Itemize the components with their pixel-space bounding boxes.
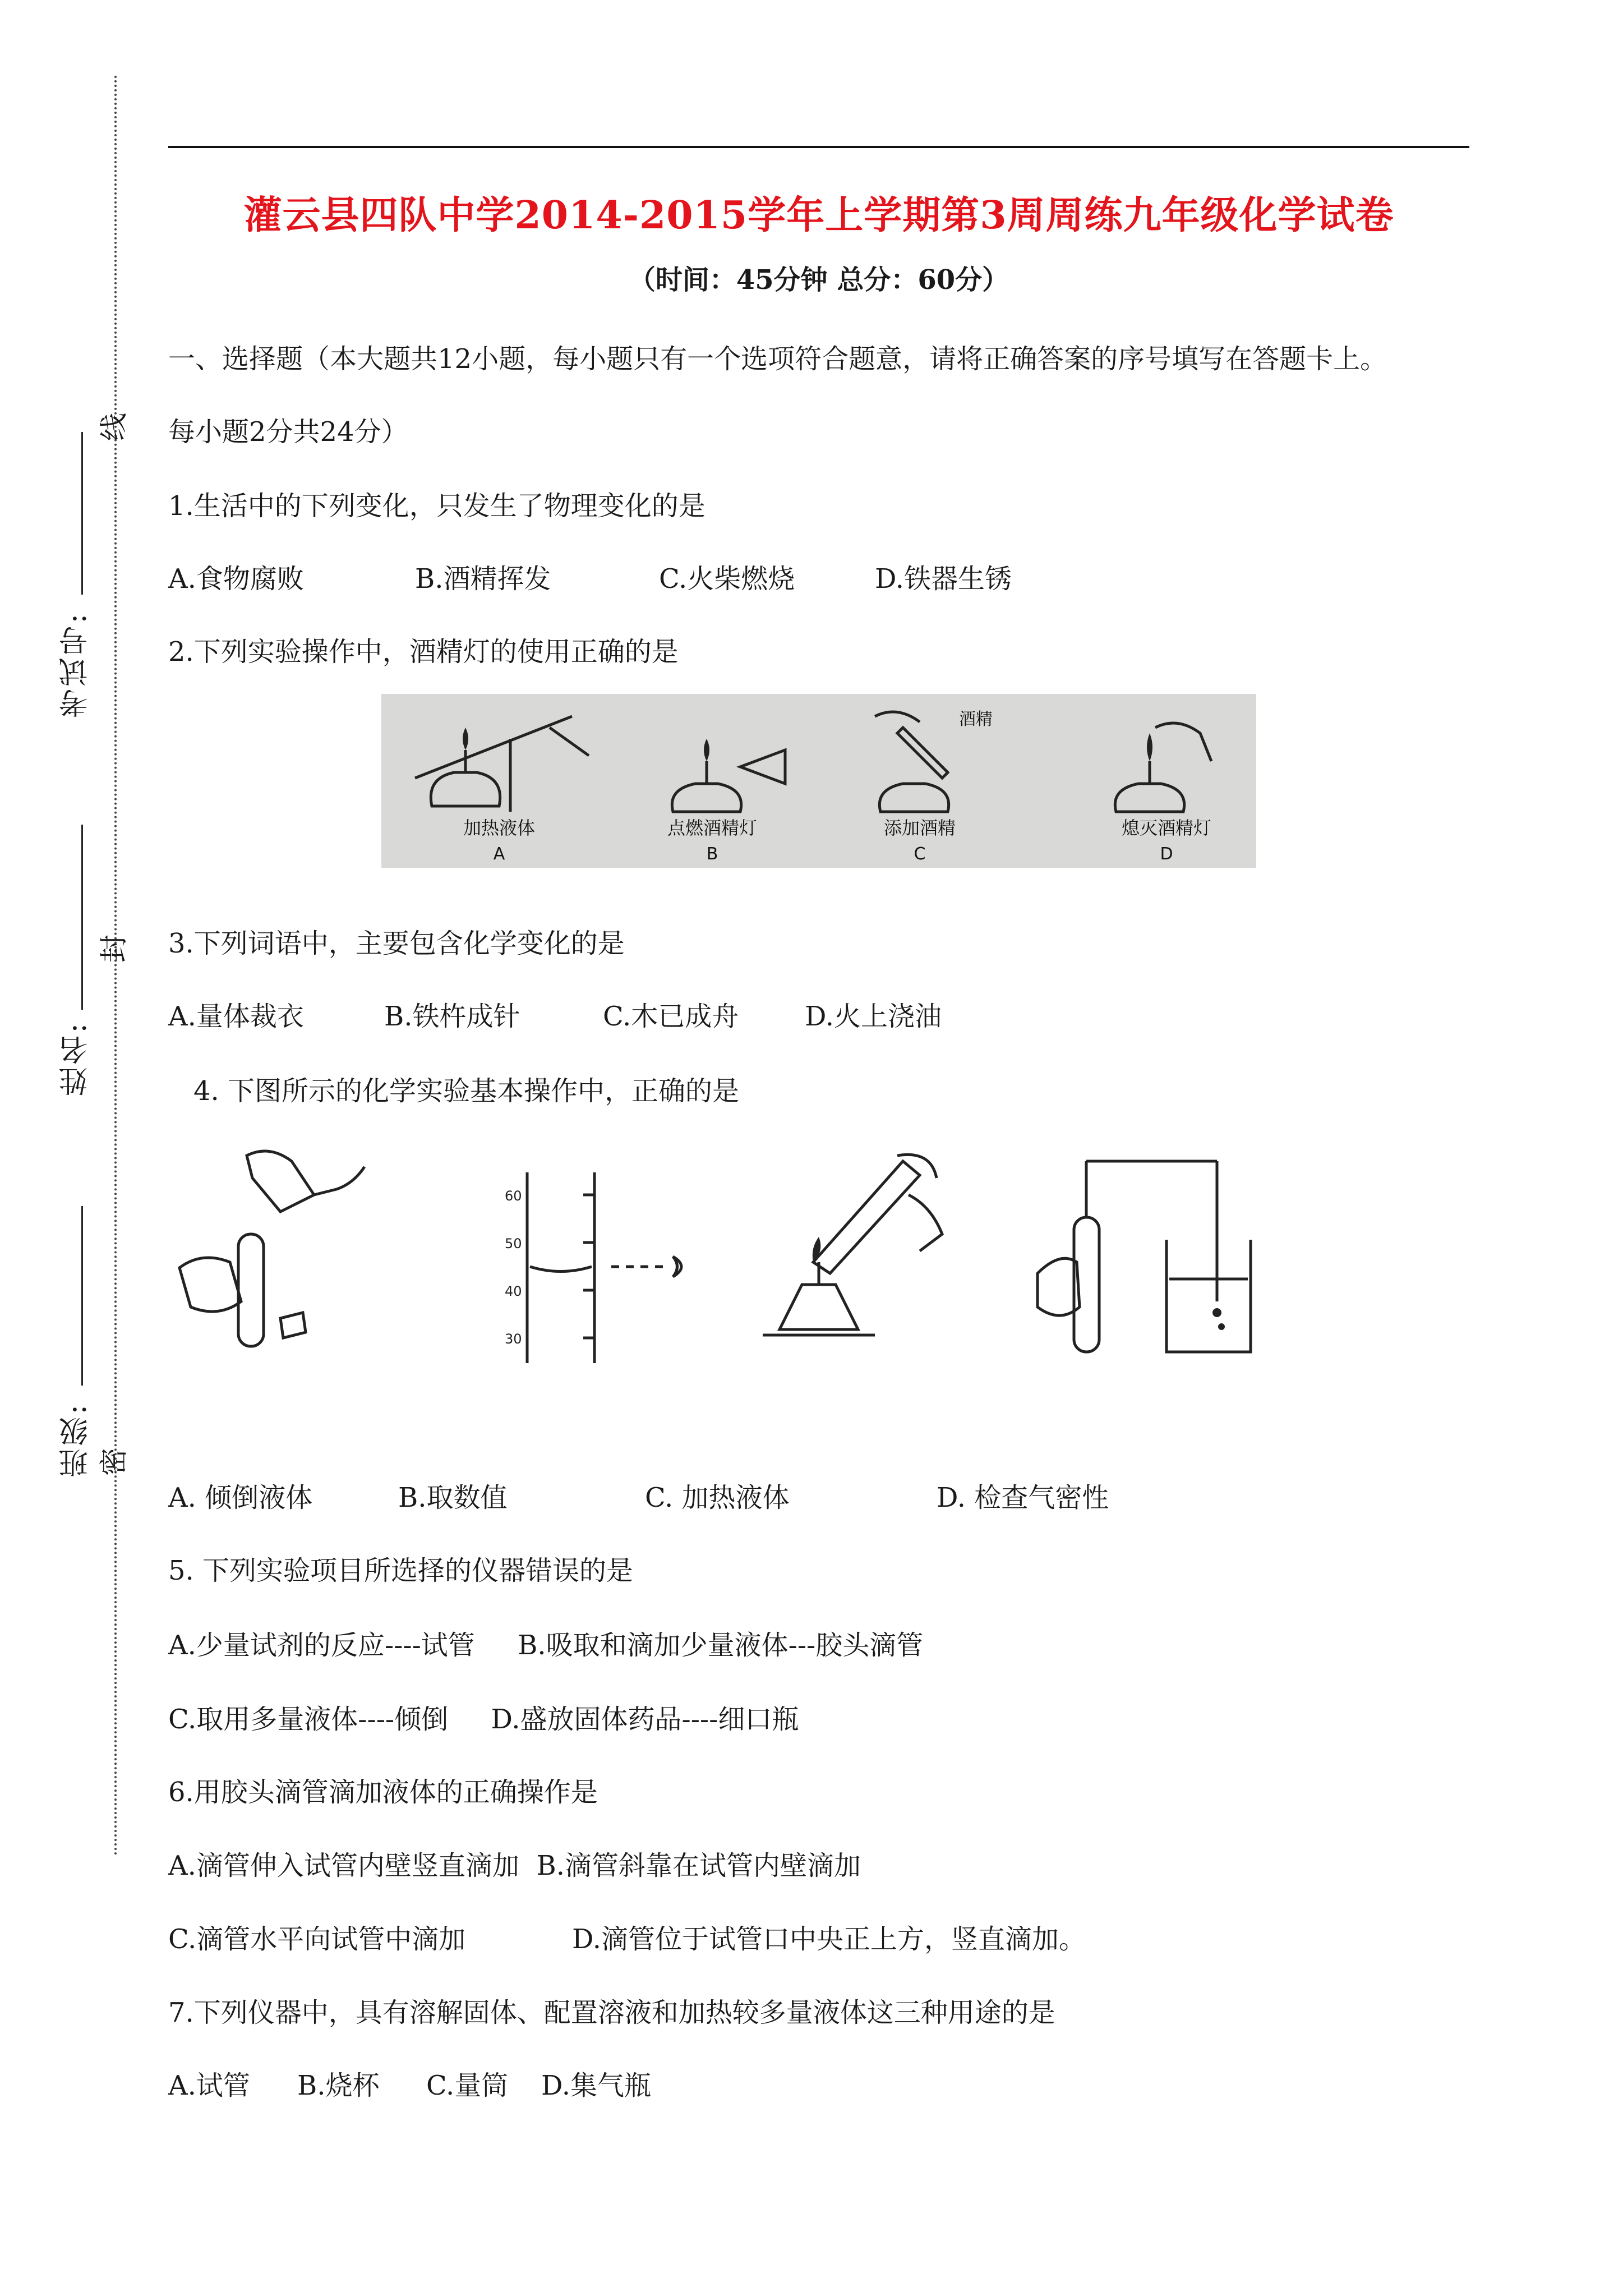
q2-fig-letter-d: D: [1160, 844, 1173, 864]
q1-option-b: B.酒精挥发: [415, 563, 551, 595]
section-heading-line2: 每小题2分共24分）: [168, 416, 408, 448]
exam-no-label: 考试号:: [59, 611, 93, 718]
q7-option-b: B.烧杯: [297, 2070, 380, 2101]
q3-option-d: D.火上浇油: [805, 1001, 942, 1032]
page-subtitle: （时间：45分钟 总分：60分）: [628, 264, 1009, 296]
q4-cylinder-tick-60: 60: [505, 1188, 522, 1204]
q2-fig-label-a: 加热液体: [463, 817, 536, 839]
name-label: 姓名:: [59, 1021, 93, 1096]
q4-stem: 4. 下图所示的化学实验基本操作中，正确的是: [193, 1075, 740, 1107]
q6-option-c: C.滴管水平向试管中滴加: [168, 1924, 466, 1955]
q2-fig-alcohol-label: 酒精: [959, 710, 993, 729]
q2-fig-label-c: 添加酒精: [883, 817, 956, 839]
q4-cylinder-tick-50: 50: [505, 1236, 522, 1251]
q3-option-c: C.木已成舟: [603, 1001, 739, 1032]
q1-stem: 1.生活中的下列变化，只发生了物理变化的是: [168, 490, 706, 522]
seal-char-feng: 封: [99, 935, 127, 967]
q6-stem: 6.用胶头滴管滴加液体的正确操作是: [168, 1777, 598, 1808]
section-heading-line1: 一、选择题（本大题共12小题，每小题只有一个选项符合题意，请将正确答案的序号填写在答题卡上。: [168, 343, 1387, 375]
q4-operations-figure: [168, 1122, 1290, 1369]
page-title: 灌云县四队中学2014-2015学年上学期第3周周练九年级化学试卷: [243, 193, 1394, 238]
q4-option-b: B.取数值: [398, 1482, 508, 1513]
exam-no-blank: [81, 432, 83, 595]
q5-stem: 5. 下列实验项目所选择的仪器错误的是: [168, 1555, 634, 1586]
q2-fig-letter-c: C: [914, 844, 926, 864]
q6-option-d: D.滴管位于试管口中央正上方，竖直滴加。: [572, 1924, 1086, 1955]
q4-cylinder-tick-30: 30: [505, 1331, 522, 1347]
q1-option-d: D.铁器生锈: [875, 563, 1012, 595]
q2-alcohol-lamp-figure: [381, 694, 1256, 868]
q7-option-d: D.集气瓶: [541, 2070, 652, 2101]
q4-option-d: D. 检查气密性: [937, 1482, 1109, 1513]
q3-option-a: A.量体裁衣: [168, 1001, 304, 1032]
class-label: 班级:: [59, 1402, 93, 1478]
q5-options-line1: A.少量试剂的反应----试管 B.吸取和滴加少量液体---胶头滴管: [168, 1630, 924, 1661]
q7-stem: 7.下列仪器中，具有溶解固体、配置溶液和加热较多量液体这三种用途的是: [168, 1997, 1055, 2028]
q2-fig-label-d: 熄灭酒精灯: [1121, 817, 1212, 839]
q5-options-line2: C.取用多量液体----倾倒 D.盛放固体药品----细口瓶: [168, 1704, 799, 1735]
q1-option-a: A.食物腐败: [168, 563, 304, 595]
q1-option-c: C.火柴燃烧: [659, 563, 795, 595]
q4-cylinder-tick-40: 40: [505, 1283, 522, 1299]
q4-option-a: A. 倾倒液体: [168, 1482, 313, 1513]
q2-fig-letter-a: A: [493, 844, 505, 864]
q2-stem: 2.下列实验操作中，酒精灯的使用正确的是: [168, 636, 679, 668]
header-rule: [168, 146, 1469, 148]
q7-option-c: C.量筒: [426, 2070, 509, 2101]
q6-options-line1: A.滴管伸入试管内壁竖直滴加 B.滴管斜靠在试管内壁滴加: [168, 1850, 861, 1881]
name-blank: [81, 825, 83, 1010]
q4-option-c: C. 加热液体: [645, 1482, 790, 1513]
seal-char-mi: 密: [99, 1448, 127, 1480]
q3-stem: 3.下列词语中，主要包含化学变化的是: [168, 928, 625, 959]
seal-char-line: 线: [99, 413, 127, 445]
q2-fig-label-b: 点燃酒精灯: [667, 817, 758, 839]
class-blank: [81, 1206, 83, 1386]
q2-fig-letter-b: B: [706, 844, 718, 864]
q3-option-b: B.铁杵成针: [384, 1001, 520, 1032]
q7-option-a: A.试管: [168, 2070, 250, 2101]
